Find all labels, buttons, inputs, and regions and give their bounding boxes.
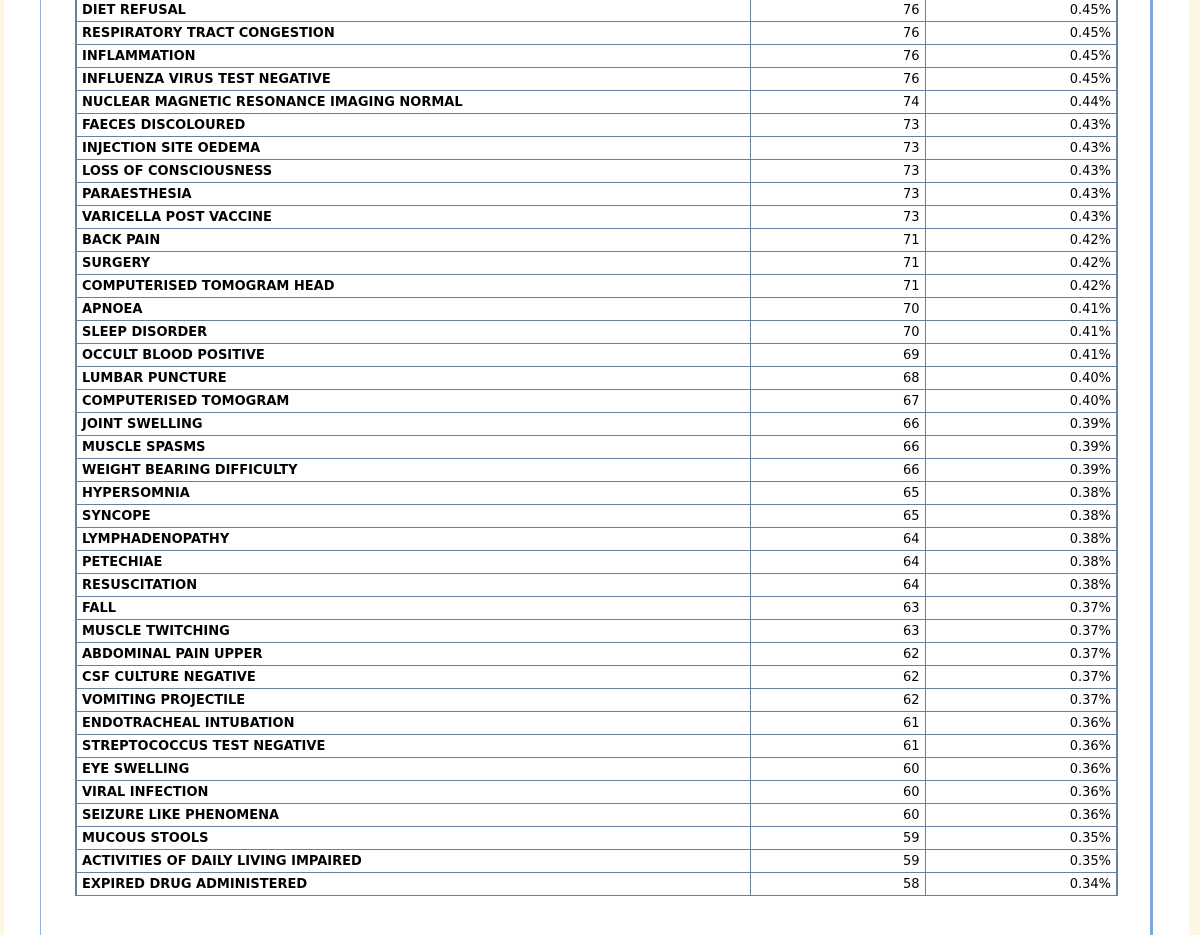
table-row <box>76 413 1117 436</box>
event-term-cell: MUSCLE SPASMS <box>76 436 750 459</box>
event-count-cell: 64 <box>750 574 925 597</box>
event-term-cell: INFLUENZA VIRUS TEST NEGATIVE <box>76 68 750 91</box>
event-count-cell: 61 <box>750 712 925 735</box>
event-count-cell: 66 <box>750 413 925 436</box>
table-row <box>76 22 1117 45</box>
table-row <box>76 804 1117 827</box>
event-term-cell: MUSCLE TWITCHING <box>76 620 750 643</box>
event-count-cell: 59 <box>750 827 925 850</box>
table-row <box>76 781 1117 804</box>
event-term-cell: VOMITING PROJECTILE <box>76 689 750 712</box>
event-percent-cell: 0.44% <box>925 91 1117 114</box>
table-row <box>76 321 1117 344</box>
adverse-events-table <box>75 0 1118 896</box>
event-percent-cell: 0.37% <box>925 689 1117 712</box>
event-count-cell: 62 <box>750 643 925 666</box>
event-percent-cell: 0.36% <box>925 758 1117 781</box>
event-count-cell: 68 <box>750 367 925 390</box>
event-count-cell: 73 <box>750 137 925 160</box>
event-count-cell: 71 <box>750 229 925 252</box>
event-term-cell: EXPIRED DRUG ADMINISTERED <box>76 873 750 896</box>
table-row <box>76 367 1117 390</box>
event-term-cell: COMPUTERISED TOMOGRAM <box>76 390 750 413</box>
event-term-cell: COMPUTERISED TOMOGRAM HEAD <box>76 275 750 298</box>
event-count-cell: 66 <box>750 436 925 459</box>
event-percent-cell: 0.37% <box>925 597 1117 620</box>
table-row <box>76 114 1117 137</box>
event-count-cell: 65 <box>750 482 925 505</box>
table-row <box>76 0 1117 22</box>
event-term-cell: RESPIRATORY TRACT CONGESTION <box>76 22 750 45</box>
event-percent-cell: 0.45% <box>925 68 1117 91</box>
table-row <box>76 229 1117 252</box>
table-row <box>76 91 1117 114</box>
event-term-cell: VIRAL INFECTION <box>76 781 750 804</box>
event-count-cell: 59 <box>750 850 925 873</box>
event-count-cell: 76 <box>750 68 925 91</box>
event-count-cell: 63 <box>750 620 925 643</box>
event-percent-cell: 0.40% <box>925 390 1117 413</box>
panel-left-border <box>40 0 41 935</box>
table-row <box>76 551 1117 574</box>
table-row <box>76 643 1117 666</box>
table-row <box>76 459 1117 482</box>
event-term-cell: SURGERY <box>76 252 750 275</box>
event-count-cell: 70 <box>750 298 925 321</box>
event-term-cell: STREPTOCOCCUS TEST NEGATIVE <box>76 735 750 758</box>
event-percent-cell: 0.36% <box>925 735 1117 758</box>
event-percent-cell: 0.38% <box>925 551 1117 574</box>
event-term-cell: SLEEP DISORDER <box>76 321 750 344</box>
event-percent-cell: 0.36% <box>925 804 1117 827</box>
event-percent-cell: 0.37% <box>925 643 1117 666</box>
event-term-cell: PETECHIAE <box>76 551 750 574</box>
event-count-cell: 73 <box>750 114 925 137</box>
event-percent-cell: 0.35% <box>925 827 1117 850</box>
table-row <box>76 873 1117 896</box>
event-term-cell: SEIZURE LIKE PHENOMENA <box>76 804 750 827</box>
event-count-cell: 60 <box>750 781 925 804</box>
event-percent-cell: 0.39% <box>925 436 1117 459</box>
table-row <box>76 137 1117 160</box>
event-percent-cell: 0.43% <box>925 183 1117 206</box>
event-term-cell: LUMBAR PUNCTURE <box>76 367 750 390</box>
event-percent-cell: 0.34% <box>925 873 1117 896</box>
table-row <box>76 528 1117 551</box>
event-count-cell: 73 <box>750 160 925 183</box>
table-row <box>76 505 1117 528</box>
table-body <box>76 0 1117 896</box>
event-percent-cell: 0.42% <box>925 275 1117 298</box>
event-percent-cell: 0.38% <box>925 574 1117 597</box>
table-row <box>76 620 1117 643</box>
event-percent-cell: 0.37% <box>925 620 1117 643</box>
event-percent-cell: 0.35% <box>925 850 1117 873</box>
event-term-cell: LYMPHADENOPATHY <box>76 528 750 551</box>
table-row <box>76 183 1117 206</box>
event-term-cell: SYNCOPE <box>76 505 750 528</box>
table-row <box>76 252 1117 275</box>
event-count-cell: 66 <box>750 459 925 482</box>
event-percent-cell: 0.42% <box>925 229 1117 252</box>
table-row <box>76 597 1117 620</box>
table-row <box>76 850 1117 873</box>
event-term-cell: JOINT SWELLING <box>76 413 750 436</box>
table-row <box>76 827 1117 850</box>
table-row <box>76 482 1117 505</box>
event-term-cell: NUCLEAR MAGNETIC RESONANCE IMAGING NORMAL <box>76 91 750 114</box>
event-percent-cell: 0.38% <box>925 528 1117 551</box>
event-count-cell: 76 <box>750 45 925 68</box>
event-term-cell: FALL <box>76 597 750 620</box>
event-term-cell: ACTIVITIES OF DAILY LIVING IMPAIRED <box>76 850 750 873</box>
event-term-cell: INFLAMMATION <box>76 45 750 68</box>
event-count-cell: 74 <box>750 91 925 114</box>
event-count-cell: 61 <box>750 735 925 758</box>
event-count-cell: 64 <box>750 528 925 551</box>
event-count-cell: 76 <box>750 22 925 45</box>
table-row <box>76 712 1117 735</box>
table-row <box>76 68 1117 91</box>
event-term-cell: RESUSCITATION <box>76 574 750 597</box>
event-percent-cell: 0.45% <box>925 22 1117 45</box>
event-term-cell: EYE SWELLING <box>76 758 750 781</box>
table-row <box>76 206 1117 229</box>
event-percent-cell: 0.39% <box>925 413 1117 436</box>
event-term-cell: MUCOUS STOOLS <box>76 827 750 850</box>
event-percent-cell: 0.42% <box>925 252 1117 275</box>
table-row <box>76 758 1117 781</box>
event-count-cell: 60 <box>750 804 925 827</box>
table-row <box>76 344 1117 367</box>
event-percent-cell: 0.43% <box>925 160 1117 183</box>
event-percent-cell: 0.45% <box>925 45 1117 68</box>
event-term-cell: FAECES DISCOLOURED <box>76 114 750 137</box>
event-percent-cell: 0.43% <box>925 137 1117 160</box>
event-term-cell: APNOEA <box>76 298 750 321</box>
table-row <box>76 390 1117 413</box>
event-percent-cell: 0.38% <box>925 482 1117 505</box>
event-term-cell: VARICELLA POST VACCINE <box>76 206 750 229</box>
event-count-cell: 60 <box>750 758 925 781</box>
event-percent-cell: 0.36% <box>925 712 1117 735</box>
event-term-cell: ENDOTRACHEAL INTUBATION <box>76 712 750 735</box>
table-row <box>76 574 1117 597</box>
event-count-cell: 73 <box>750 183 925 206</box>
event-count-cell: 58 <box>750 873 925 896</box>
event-term-cell: ABDOMINAL PAIN UPPER <box>76 643 750 666</box>
event-count-cell: 65 <box>750 505 925 528</box>
event-percent-cell: 0.41% <box>925 344 1117 367</box>
event-percent-cell: 0.41% <box>925 298 1117 321</box>
event-percent-cell: 0.41% <box>925 321 1117 344</box>
table-row <box>76 275 1117 298</box>
event-count-cell: 67 <box>750 390 925 413</box>
event-percent-cell: 0.43% <box>925 206 1117 229</box>
event-term-cell: BACK PAIN <box>76 229 750 252</box>
event-term-cell: INJECTION SITE OEDEMA <box>76 137 750 160</box>
table-row <box>76 160 1117 183</box>
event-term-cell: OCCULT BLOOD POSITIVE <box>76 344 750 367</box>
event-count-cell: 63 <box>750 597 925 620</box>
event-count-cell: 76 <box>750 0 925 22</box>
event-term-cell: WEIGHT BEARING DIFFICULTY <box>76 459 750 482</box>
event-term-cell: LOSS OF CONSCIOUSNESS <box>76 160 750 183</box>
event-percent-cell: 0.37% <box>925 666 1117 689</box>
event-percent-cell: 0.40% <box>925 367 1117 390</box>
table-row <box>76 45 1117 68</box>
event-count-cell: 71 <box>750 275 925 298</box>
event-count-cell: 73 <box>750 206 925 229</box>
table-row <box>76 735 1117 758</box>
event-term-cell: CSF CULTURE NEGATIVE <box>76 666 750 689</box>
event-percent-cell: 0.36% <box>925 781 1117 804</box>
event-term-cell: PARAESTHESIA <box>76 183 750 206</box>
event-percent-cell: 0.43% <box>925 114 1117 137</box>
panel-right-border <box>1150 0 1153 935</box>
event-count-cell: 71 <box>750 252 925 275</box>
event-percent-cell: 0.38% <box>925 505 1117 528</box>
table-row <box>76 666 1117 689</box>
event-count-cell: 64 <box>750 551 925 574</box>
event-term-cell: DIET REFUSAL <box>76 0 750 22</box>
event-count-cell: 69 <box>750 344 925 367</box>
event-term-cell: HYPERSOMNIA <box>76 482 750 505</box>
table-row <box>76 689 1117 712</box>
event-percent-cell: 0.45% <box>925 0 1117 22</box>
table-row <box>76 298 1117 321</box>
table-row <box>76 436 1117 459</box>
event-count-cell: 70 <box>750 321 925 344</box>
event-count-cell: 62 <box>750 666 925 689</box>
event-percent-cell: 0.39% <box>925 459 1117 482</box>
event-count-cell: 62 <box>750 689 925 712</box>
